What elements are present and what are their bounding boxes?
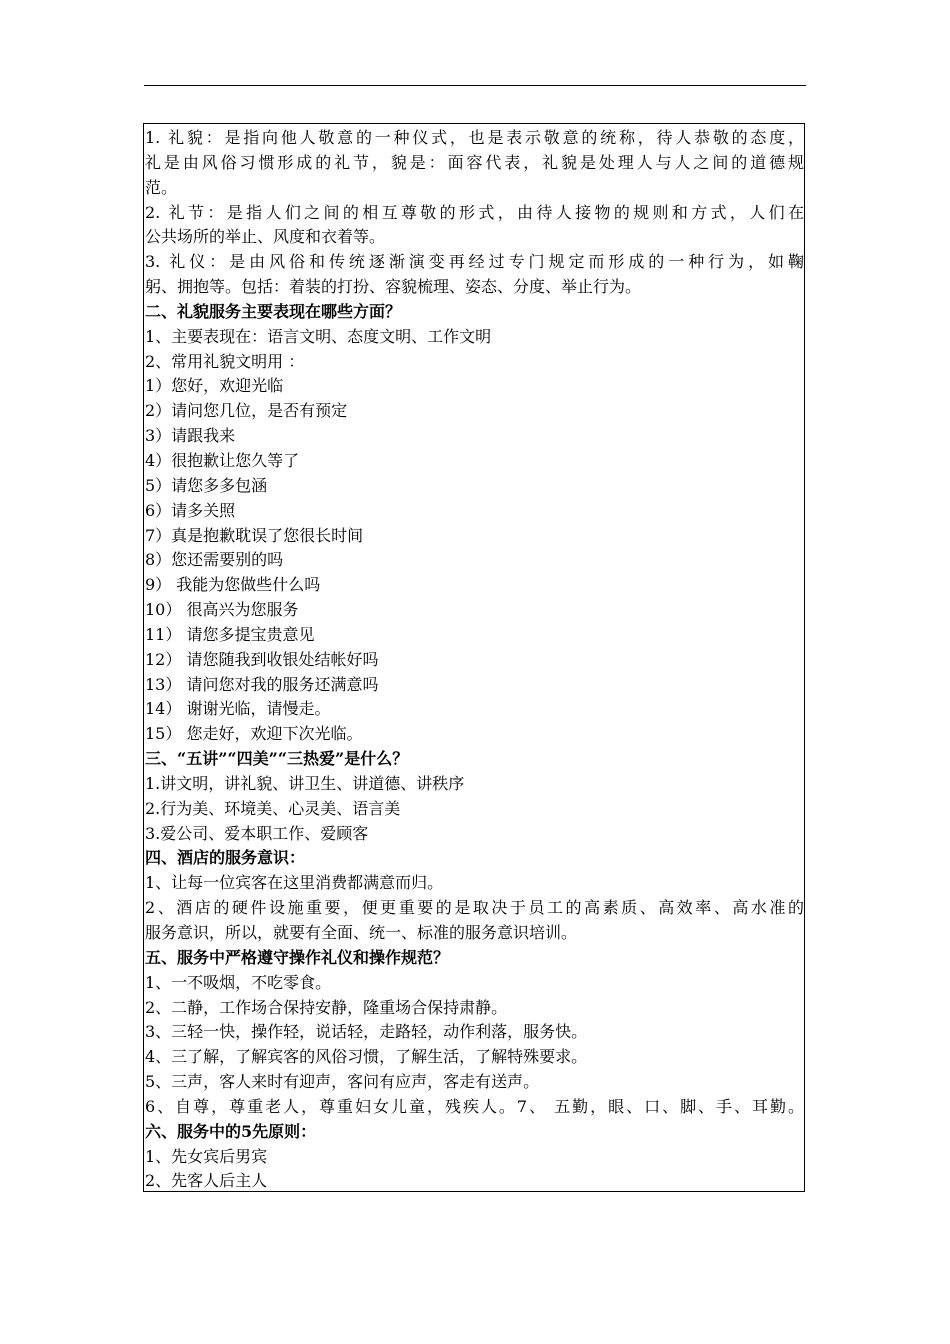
text-line-courtesy-service: 5）请您多多包涵	[145, 475, 268, 495]
text-line-etiquette-rules: 3、三轻一快，操作轻，说话轻，走路轻，动作利落，服务快。	[145, 1022, 588, 1042]
text-line-courtesy-service: 14） 谢谢光临，请慢走。	[145, 699, 331, 719]
text-line-five-four-three: 2.行为美、环境美、心灵美、语言美	[145, 798, 401, 818]
text-line-definitions: 2. 礼节：是指人们之间的相互尊敬的形式，由待人接物的规则和方式，人们在	[145, 202, 804, 222]
text-line-definitions: 礼是由风俗习惯形成的礼节，貌是：面容代表，礼貌是处理人与人之间的道德规	[145, 152, 804, 172]
text-line-definitions: 公共场所的举止、风度和衣着等。	[145, 227, 386, 247]
text-line-courtesy-service: 3）请跟我来	[145, 426, 236, 446]
text-line-five-four-three: 1.讲文明，讲礼貌、讲卫生、讲道德、讲秩序	[145, 773, 465, 793]
text-line-courtesy-service: 9） 我能为您做些什么吗	[145, 575, 321, 595]
text-line-five-four-three: 3.爱公司、爱本职工作、爱顾客	[145, 823, 369, 843]
text-line-courtesy-service: 10） 很高兴为您服务	[145, 600, 299, 620]
text-line-courtesy-service: 12） 请您随我到收银处结帐好吗	[145, 649, 379, 669]
text-line-five-first: 1、先女宾后男宾	[145, 1146, 268, 1166]
text-line-service-awareness: 2、酒店的硬件设施重要，便更重要的是取决于员工的高素质、高效率、高水准的	[145, 898, 804, 918]
text-line-courtesy-service: 15） 您走好，欢迎下次光临。	[145, 724, 363, 744]
text-line-definitions: 躬、拥抱等。包括：着装的打扮、容貌梳理、姿态、分度、举止行为。	[145, 277, 642, 297]
text-line-service-awareness: 服务意识，所以，就要有全面、统一、标准的服务意识培训。	[145, 923, 578, 942]
section-heading-courtesy-service: 二、礼貌服务主要表现在哪些方面？	[145, 301, 402, 321]
text-line-courtesy-service: 1）您好，欢迎光临	[145, 376, 284, 396]
text-line-courtesy-service: 7）真是抱歉耽误了您很长时间	[145, 525, 364, 545]
text-line-courtesy-service: 2、常用礼貌文明用 ：	[145, 351, 305, 371]
text-line-courtesy-service: 2）请问您几位，是否有预定	[145, 401, 348, 421]
section-heading-etiquette-rules: 五、服务中严格遵守操作礼仪和操作规范？	[145, 947, 450, 967]
text-line-five-first: 2、先客人后主人	[145, 1171, 268, 1191]
text-line-etiquette-rules: 6、自尊，尊重老人，尊重妇女儿童，残疾人。7、 五勤，眼、口、脚、手、耳勤。	[145, 1096, 804, 1116]
text-line-definitions: 范。	[145, 177, 178, 197]
text-line-etiquette-rules: 5、三声，客人来时有迎声，客问有应声，客走有送声。	[145, 1072, 540, 1092]
text-line-courtesy-service: 1、主要表现在：语言文明、态度文明、工作文明	[145, 326, 492, 346]
section-heading-service-awareness: 四、酒店的服务意识：	[145, 848, 306, 868]
text-line-etiquette-rules: 1、一不吸烟，不吃零食。	[145, 972, 332, 992]
text-line-courtesy-service: 13） 请问您对我的服务还满意吗	[145, 674, 379, 694]
document-body	[143, 123, 805, 1192]
text-line-definitions: 1. 礼貌：是指向他人敬意的一种仪式，也是表示敬意的统称，待人恭敬的态度，	[145, 128, 804, 147]
text-line-courtesy-service: 11） 请您多提宝贵意见	[145, 624, 315, 644]
text-line-courtesy-service: 4）很抱歉让您久等了	[145, 450, 300, 470]
text-line-etiquette-rules: 4、三了解，了解宾客的风俗习惯，了解生活，了解特殊要求。	[145, 1047, 588, 1067]
text-line-courtesy-service: 6）请多关照	[145, 500, 236, 520]
text-line-etiquette-rules: 2、二静，工作场合保持安静，隆重场合保持肃静。	[145, 997, 508, 1017]
section-heading-five-first: 六、服务中的5先原则：	[145, 1121, 317, 1141]
section-heading-five-four-three: 三、“五讲”“四美”“三热爱”是什么？	[145, 749, 409, 769]
text-line-definitions: 3. 礼仪：是由风俗和传统逐渐演变再经过专门规定而形成的一种行为，如鞠	[145, 252, 804, 272]
text-line-courtesy-service: 8）您还需要别的吗	[145, 550, 284, 570]
header-rule	[144, 85, 806, 86]
text-line-service-awareness: 1、让每一位宾客在这里消费都满意而归。	[145, 873, 444, 893]
